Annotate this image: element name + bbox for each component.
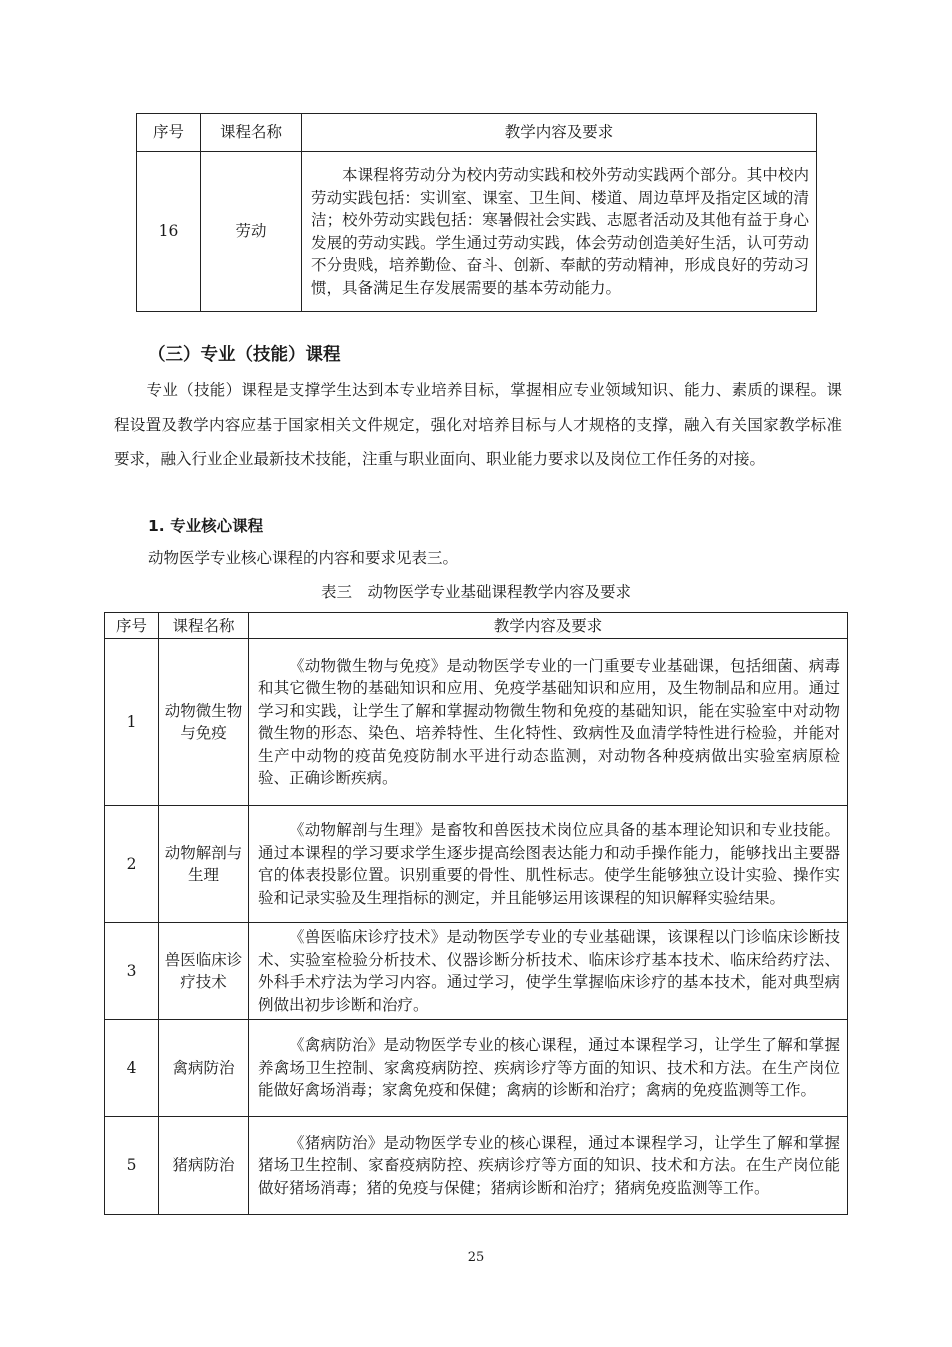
course-table-continued: [136, 113, 817, 312]
course-name: 动物解剖与生理: [159, 806, 249, 923]
table-row: [105, 639, 848, 806]
course-content: 《动物解剖与生理》是畜牧和兽医技术岗位应具备的基本理论知识和专业技能。通过本课程的学习要求学生逐步提高绘图表达能力和动手操作能力，能够找出主要器官的体表投影位置。识别重要的骨性、肌性标志。使学生能够独立设计实验、操作实验和记录实验及生理指标的测定，并且能够运用该课程的知识解释实验结果。: [249, 806, 848, 923]
column-header-no: 序号: [105, 613, 159, 639]
course-name: 劳动: [201, 152, 302, 312]
course-name: 猪病防治: [159, 1117, 249, 1215]
column-header-name: 课程名称: [201, 114, 302, 152]
course-content: 本课程将劳动分为校内劳动实践和校外劳动实践两个部分。其中校内劳动实践包括：实训室、课室、卫生间、楼道、周边草坪及指定区域的清洁；校外劳动实践包括：寒暑假社会实践、志愿者活动及其他有益于身心发展的劳动实践。学生通过劳动实践，体会劳动创造美好生活，认可劳动不分贵贱，培养勤俭、奋斗、创新、奉献的劳动精神，形成良好的劳动习惯，具备满足生存发展需要的基本劳动能力。: [302, 152, 817, 312]
course-content: 《兽医临床诊疗技术》是动物医学专业的专业基础课，该课程以门诊临床诊断技术、实验室检验分析技术、仪器诊断分析技术、临床诊疗基本技术、临床给药疗法、外科手术疗法为学习内容。通过学习，使学生掌握临床诊疗的基本技术，能对典型病例做出初步诊断和治疗。: [249, 923, 848, 1020]
section-heading: （三）专业（技能）课程: [148, 345, 341, 365]
table-row: [105, 1117, 848, 1215]
table-row: [137, 152, 817, 312]
row-number: 16: [137, 152, 201, 312]
course-name: 动物微生物与免疫: [159, 639, 249, 806]
course-name: 禽病防治: [159, 1020, 249, 1117]
row-number: 5: [105, 1117, 159, 1215]
subsection-heading: 1. 专业核心课程: [148, 517, 264, 535]
table-row: [105, 1020, 848, 1117]
column-header-no: 序号: [137, 114, 201, 152]
column-header-content: 教学内容及要求: [249, 613, 848, 639]
core-course-table: [104, 612, 848, 1215]
column-header-name: 课程名称: [159, 613, 249, 639]
table-row: [105, 923, 848, 1020]
course-name: 兽医临床诊疗技术: [159, 923, 249, 1020]
table-header-row: [105, 613, 848, 639]
course-content: 《动物微生物与免疫》是动物医学专业的一门重要专业基础课，包括细菌、病毒和其它微生物的基础知识和应用、免疫学基础知识和应用，及生物制品和应用。通过学习和实践，让学生了解和掌握动物微生物和免疫的基础知识，能在实验室中对动物微生物的形态、染色、培养特性、生化特性、致病性及血清学特性进行检验，并能对生产中动物的疫苗免疫防制水平进行动态监测，对动物各种疫病做出实验室病原检验、正确诊断疾病。: [249, 639, 848, 806]
table-header-row: [137, 114, 817, 152]
course-content: 《猪病防治》是动物医学专业的核心课程，通过本课程学习，让学生了解和掌握猪场卫生控制、家畜疫病防控、疾病诊疗等方面的知识、技术和方法。在生产岗位能做好猪场消毒；猪的免疫与保健；猪病诊断和治疗；猪病免疫监测等工作。: [249, 1117, 848, 1215]
row-number: 3: [105, 923, 159, 1020]
table-row: [105, 806, 848, 923]
table-caption: 表三 动物医学专业基础课程教学内容及要求: [320, 583, 631, 601]
row-number: 1: [105, 639, 159, 806]
row-number: 4: [105, 1020, 159, 1117]
course-content: 《禽病防治》是动物医学专业的核心课程，通过本课程学习，让学生了解和掌握养禽场卫生控制、家禽疫病防控、疾病诊疗等方面的知识、技术和方法。在生产岗位能做好禽场消毒；家禽免疫和保健；禽病的诊断和治疗；禽病的免疫监测等工作。: [249, 1020, 848, 1117]
page-number: 25: [467, 1250, 485, 1265]
column-header-content: 教学内容及要求: [302, 114, 817, 152]
table-reference-note: 动物医学专业核心课程的内容和要求见表三。: [148, 549, 459, 567]
row-number: 2: [105, 806, 159, 923]
section-body: 专业（技能）课程是支撑学生达到本专业培养目标，掌握相应专业领域知识、能力、素质的课程。课程设置及教学内容应基于国家相关文件规定，强化对培养目标与人才规格的支撑，融入有关国家教学标准要求，融入行业企业最新技术技能，注重与职业面向、职业能力要求以及岗位工作任务的对接。: [114, 381, 842, 468]
